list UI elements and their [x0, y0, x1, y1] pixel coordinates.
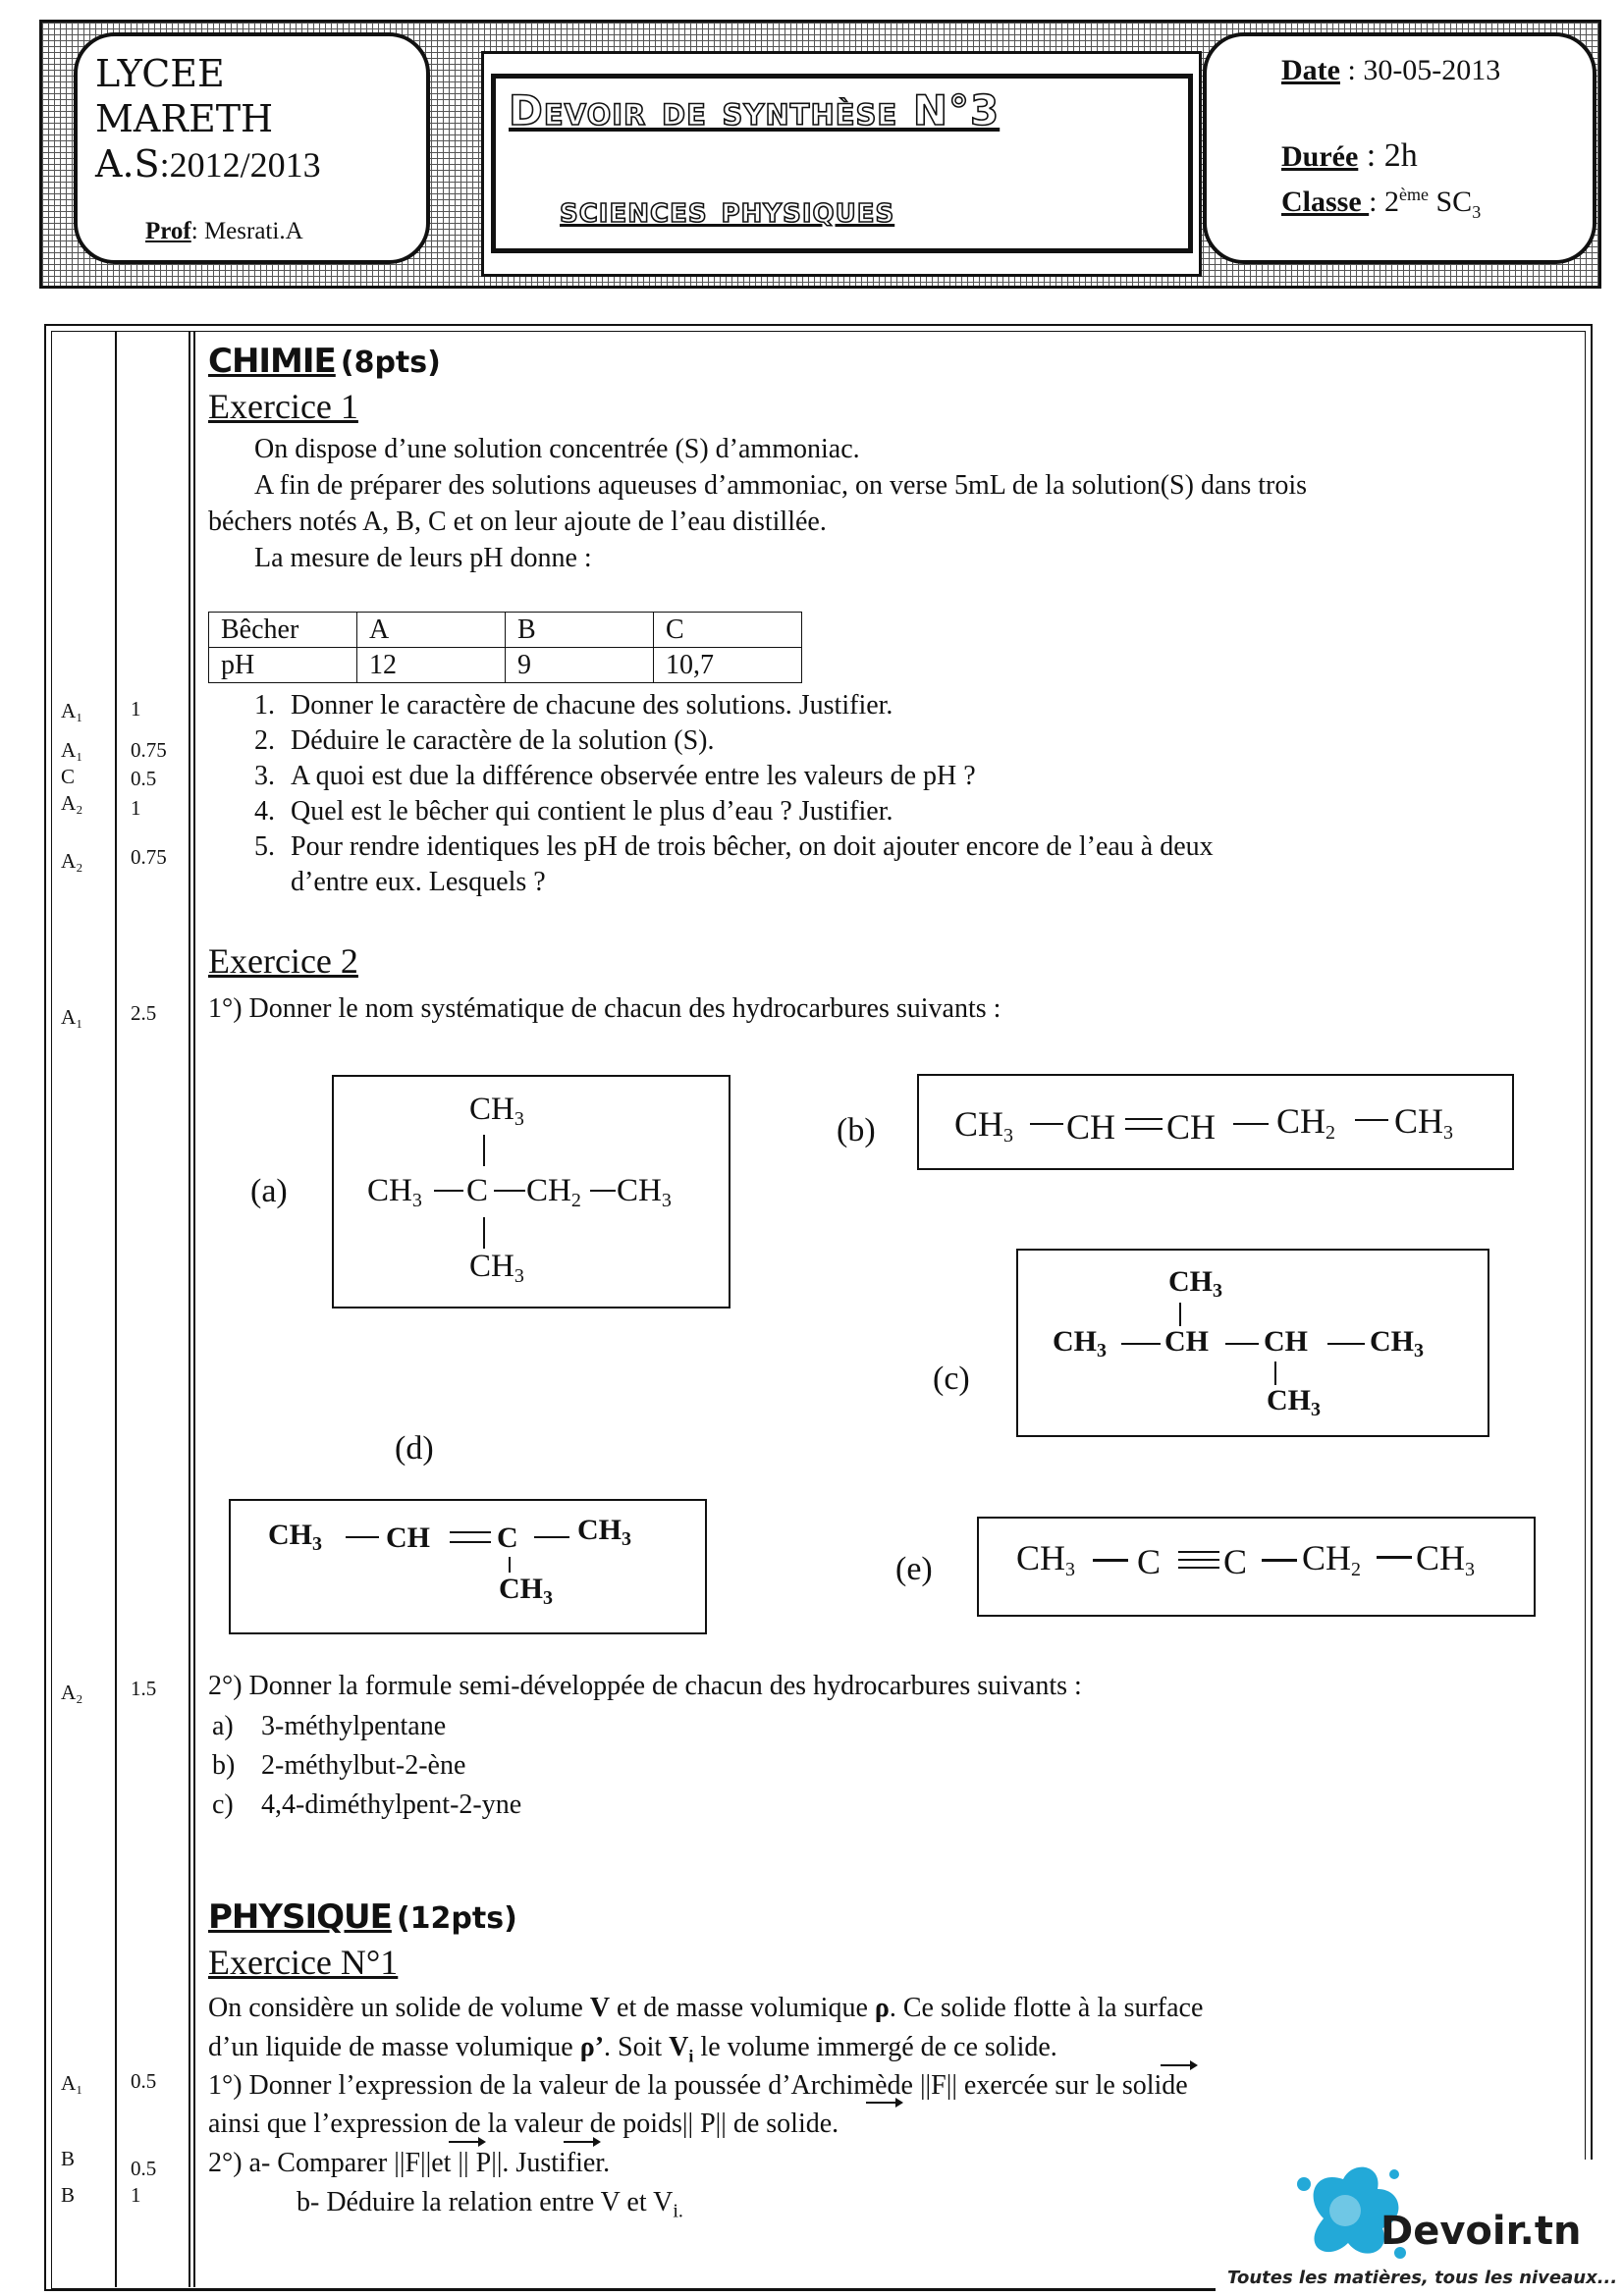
chimie-title: CHIMIE	[208, 342, 336, 381]
chimie-heading	[208, 342, 441, 381]
physique-title: PHYSIQUE	[208, 1897, 392, 1937]
chem-group: $CH_3$	[469, 1249, 524, 1287]
margin-points: 0.5	[131, 2069, 157, 2093]
bond	[1233, 1123, 1269, 1125]
exercise-1-heading: Exercice 1	[208, 387, 358, 426]
list-item: c) 4,4-diméthylpent-2-yne	[212, 1789, 522, 1820]
watermark-logo	[1216, 2160, 1623, 2296]
margin-points: 0.5	[131, 2157, 157, 2180]
classe-sub: 3	[1472, 202, 1482, 222]
school-line-1: LYCEE	[95, 52, 225, 95]
chem-group: CH	[1166, 1107, 1217, 1147]
margin-divider-2	[189, 331, 190, 2287]
chem-group: $CH_3$	[577, 1514, 631, 1550]
list-item: 2. Déduire le caractère de la solution (S).	[254, 725, 715, 756]
vector-arrow-icon	[864, 2095, 903, 2110]
margin-criterion: A₁	[61, 738, 83, 762]
watermark-tagline: Toutes les matières, tous les niveaux...	[1227, 2268, 1618, 2288]
bond	[1179, 1303, 1181, 1326]
physique-exercise-1-heading: Exercice N°1	[208, 1943, 399, 1982]
chem-atom: C	[1223, 1542, 1248, 1581]
table-cell: 10,7	[654, 648, 802, 683]
chem-group: $CH_2$	[1276, 1101, 1336, 1144]
table-cell: pH	[209, 648, 357, 683]
chem-atom: C	[466, 1173, 489, 1208]
margin-criterion: B	[61, 2183, 76, 2207]
table-cell: B	[506, 613, 654, 648]
school-line-2: MARETH	[95, 97, 274, 140]
bond	[1093, 1559, 1128, 1562]
bond	[1274, 1362, 1276, 1385]
chem-group: CH	[1264, 1325, 1308, 1358]
margin-points: 1	[131, 697, 141, 721]
bond	[1327, 1343, 1365, 1345]
structure-d-label: (d)	[395, 1430, 434, 1467]
classe-label: Classe	[1281, 186, 1370, 218]
duree-value: : 2h	[1358, 137, 1418, 174]
chem-group: $CH_3$	[367, 1173, 422, 1211]
margin-points: 0.5	[131, 767, 157, 790]
double-bond	[450, 1541, 491, 1543]
chem-group: $CH_3$	[1370, 1325, 1424, 1362]
year-value: :2012/2013	[159, 145, 321, 185]
chem-group: CH	[1164, 1325, 1209, 1358]
table-cell: Bêcher	[209, 613, 357, 648]
structure-c-label: (c)	[933, 1361, 970, 1397]
table-cell: A	[357, 613, 506, 648]
margin-criterion: A₂	[61, 1681, 83, 1704]
exam-duration	[1281, 137, 1418, 175]
formula-list	[212, 1709, 521, 1827]
bond	[590, 1190, 616, 1192]
table-row	[209, 648, 802, 683]
bond	[434, 1190, 463, 1192]
margin-points: 1	[131, 2183, 141, 2207]
exam-title: Devoir de synthèse N°3	[509, 86, 1001, 134]
margin-criterion: A₁	[61, 699, 83, 722]
ph-table	[208, 612, 802, 683]
list-item: 1. Donner le caractère de chacune des solutions. Justifier.	[254, 690, 893, 721]
duree-label: Durée	[1281, 140, 1359, 173]
chem-group: $CH_3$	[1267, 1384, 1321, 1420]
date-value: : 30-05-2013	[1339, 54, 1501, 86]
exam-class	[1281, 185, 1481, 223]
list-item-continuation: d’entre eux. Lesquels ?	[291, 867, 546, 897]
ex1-intro-2: A fin de préparer des solutions aqueuses d’ammoniac, on verse 5mL de la solution(S) dans trois	[254, 470, 1308, 501]
bond	[1225, 1343, 1259, 1345]
ex2-question-2: 2°) Donner la formule semi-développée de chacun des hydrocarbures suivants :	[208, 1671, 1082, 1701]
margin-criterion: C	[61, 765, 76, 788]
classe-value: : 2	[1369, 186, 1400, 218]
prof-label: Prof	[145, 218, 191, 244]
year-label: A.S	[95, 142, 160, 186]
margin-criterion: B	[61, 2147, 76, 2170]
margin-points: 2.5	[131, 1001, 157, 1025]
teacher	[145, 218, 303, 245]
physique-heading	[208, 1897, 517, 1937]
chem-group: CH	[386, 1522, 430, 1554]
triple-bond	[1178, 1551, 1219, 1553]
triple-bond	[1178, 1559, 1219, 1561]
exercise-2-heading: Exercice 2	[208, 941, 358, 981]
double-bond	[450, 1531, 491, 1533]
bond	[534, 1536, 569, 1538]
school-name	[95, 51, 321, 187]
margin-points: 1.5	[131, 1677, 157, 1700]
phys-line-3: 1°) Donner l’expression de la valeur de la poussée d’Archimède ||F|| exercée sur le solide	[208, 2070, 1188, 2101]
ex2-question-1: 1°) Donner le nom systématique de chacun des hydrocarbures suivants :	[208, 993, 1001, 1024]
chem-group: $CH_2$	[526, 1173, 581, 1211]
chimie-points: (8pts)	[340, 346, 441, 380]
chem-group: $CH_3$	[954, 1104, 1014, 1147]
chem-group: $CH_3$	[1016, 1538, 1076, 1580]
vector-arrow-icon	[447, 2134, 486, 2150]
chem-group: $CH_3$	[617, 1173, 672, 1211]
structure-a-label: (a)	[250, 1173, 288, 1209]
margin-points: 1	[131, 796, 141, 820]
watermark-brand: Devoir.tn	[1380, 2209, 1582, 2254]
chem-group: $CH_3$	[499, 1573, 553, 1609]
bond	[1377, 1556, 1412, 1559]
phys-line-6: b- Déduire la relation entre V et $V_{i.}$	[297, 2187, 683, 2222]
exam-subject: sciences physiques	[560, 188, 895, 231]
margin-divider-3	[193, 331, 195, 2287]
list-item: a) 3-méthylpentane	[212, 1711, 447, 1741]
bond	[494, 1190, 525, 1192]
phys-line-1: On considère un solide de volume V et de masse volumique ρ. Ce solide flotte à la surface	[208, 1993, 1204, 2023]
vector-arrow-icon	[1159, 2057, 1198, 2073]
chem-group: $CH_3$	[1053, 1325, 1107, 1362]
bond	[1355, 1119, 1388, 1121]
list-item: 5. Pour rendre identiques les pH de trois bêcher, on doit ajouter encore de l’eau à deux	[254, 831, 1214, 862]
table-cell: 9	[506, 648, 654, 683]
chem-group: $CH_2$	[1302, 1538, 1362, 1580]
chem-group: $CH_3$	[1394, 1101, 1454, 1144]
margin-criterion: A₂	[61, 791, 83, 815]
margin-criterion: A₁	[61, 2071, 83, 2095]
phys-line-2: d’un liquide de masse volumique ρ’. Soit $V_i$ le volume immergé de ce solide.	[208, 2032, 1057, 2066]
margin-divider-1	[115, 331, 117, 2287]
chem-group: $CH_3$	[268, 1519, 322, 1555]
margin-points: 0.75	[131, 738, 167, 762]
ex1-intro-1: On dispose d’une solution concentrée (S) d’ammoniac.	[254, 434, 860, 464]
chem-group: $CH_3$	[469, 1092, 524, 1130]
classe-sup: ème	[1399, 185, 1429, 204]
structure-e-label: (e)	[895, 1551, 933, 1587]
chem-group: $CH_3$	[1168, 1265, 1222, 1302]
table-header-row	[209, 613, 802, 648]
margin-criterion: A₂	[61, 849, 83, 873]
chem-group: CH	[1066, 1107, 1116, 1147]
margin-points: 0.75	[131, 845, 167, 869]
margin-criterion: A₁	[61, 1005, 83, 1029]
double-bond	[1125, 1118, 1163, 1120]
triple-bond	[1178, 1567, 1219, 1569]
list-item: b) 2-méthylbut-2-ène	[212, 1750, 466, 1781]
chem-atom: C	[1137, 1542, 1162, 1581]
bond	[483, 1135, 485, 1166]
question-list	[228, 688, 1214, 900]
bond	[483, 1217, 485, 1249]
ex1-intro-4: La mesure de leurs pH donne :	[254, 543, 592, 573]
list-item: 3. A quoi est due la différence observée entre les valeurs de pH ?	[254, 761, 976, 791]
date-label: Date	[1281, 54, 1340, 86]
phys-line-4: ainsi que l’expression de la valeur de poids|| P|| de solide.	[208, 2109, 839, 2139]
vector-arrow-icon	[562, 2134, 601, 2150]
bond	[509, 1557, 511, 1573]
double-bond	[1125, 1128, 1163, 1130]
bond	[1121, 1343, 1161, 1345]
table-cell: C	[654, 613, 802, 648]
bond	[346, 1536, 379, 1538]
bond	[1030, 1123, 1063, 1125]
exam-date	[1281, 54, 1500, 87]
bond	[1262, 1559, 1297, 1562]
ex1-intro-3: béchers notés A, B, C et on leur ajoute de l’eau distillée.	[208, 507, 827, 537]
chem-group: $CH_3$	[1416, 1538, 1476, 1580]
classe-value-post: SC	[1429, 186, 1473, 218]
table-cell: 12	[357, 648, 506, 683]
prof-name: : Mesrati.A	[190, 218, 303, 244]
structure-b-label: (b)	[837, 1112, 876, 1148]
list-item: 4. Quel est le bêcher qui contient le plus d’eau ? Justifier.	[254, 796, 893, 827]
chem-atom: C	[497, 1522, 518, 1554]
physique-points: (12pts)	[396, 1901, 517, 1936]
phys-line-5: 2°) a- Comparer ||F||et || P||. Justifier.	[208, 2148, 611, 2178]
